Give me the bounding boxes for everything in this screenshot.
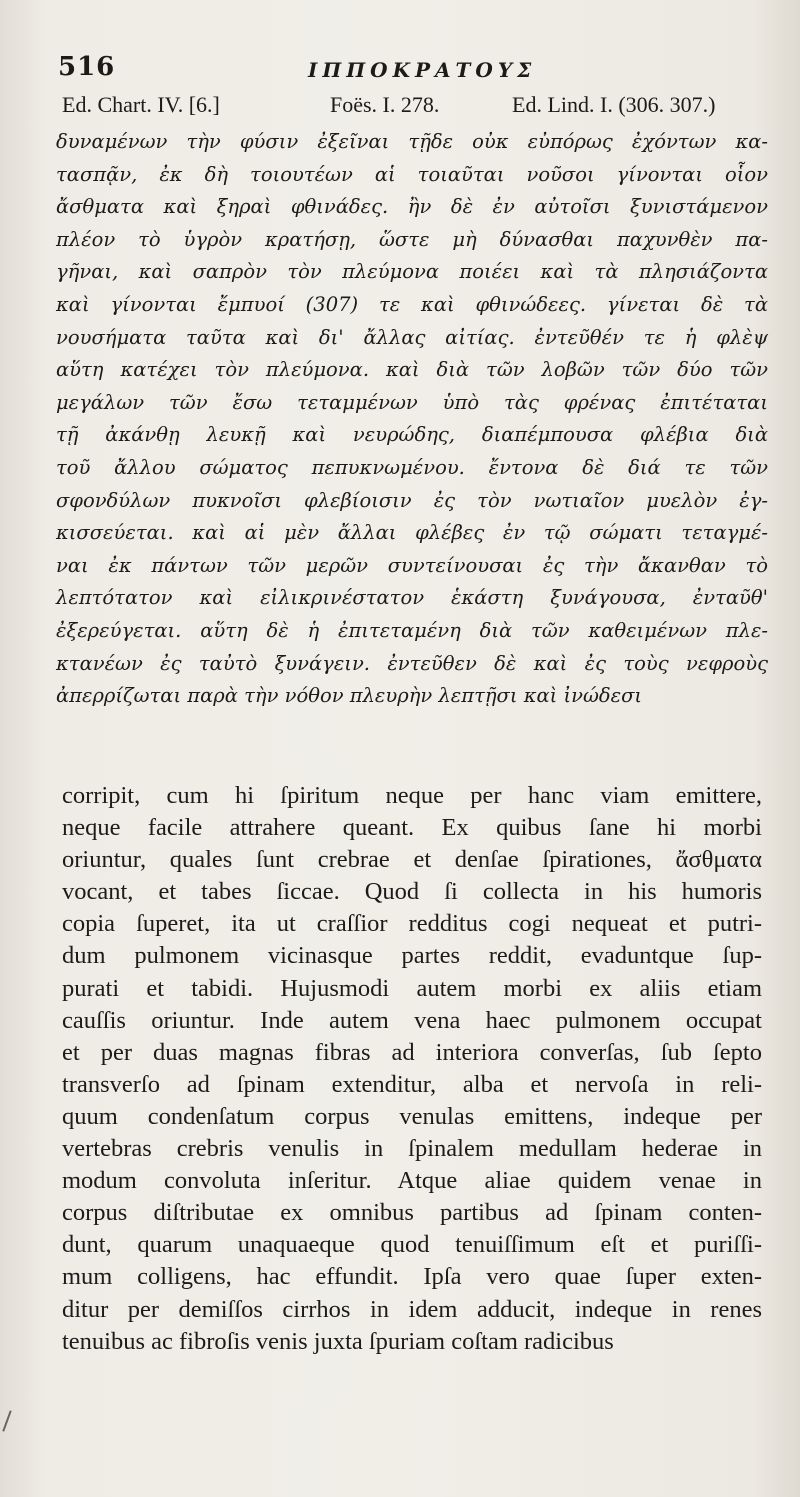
latin-text-line: vocant, et tabes ſiccae. Quod ſi collecta in his humoris (62, 878, 762, 906)
latin-text-line: transverſo ad ſpinam extenditur, alba et nervoſa in reli- (62, 1070, 762, 1098)
greek-text-line: τασπᾷν, ἐκ δὴ τοιουτέων αἱ τοιαῦται νοῦσοι γίνονται οἷον (56, 162, 768, 186)
latin-text-line: mum colligens, hac effundit. Ipſa vero quae ſuper exten- (62, 1263, 762, 1291)
greek-text-line: καὶ γίνονται ἔμπυοί (307) τε καὶ φθινώδεες. γίνεται δὲ τὰ (56, 292, 768, 316)
latin-text-line: modum convoluta inſeritur. Atque aliae quidem venae in (62, 1167, 762, 1195)
latin-text-line: et per duas magnas fibras ad interiora converſas, ſub ſepto (62, 1038, 762, 1066)
latin-text-line: dunt, quarum unaquaeque quod tenuiſſimum eſt et puriſſi- (62, 1231, 762, 1259)
greek-text-line: πλέον τὸ ὑγρὸν κρατήσῃ, ὥστε μὴ δύνασθαι παχυνθὲν πα- (56, 227, 768, 251)
edition-references (62, 92, 787, 122)
greek-text-line: γῆναι, καὶ σαπρὸν τὸν πλεύμονα ποιέει καὶ τὰ πλησιάζοντα (56, 260, 768, 284)
greek-text-line: λεπτότατον καὶ εἰλικρινέστατον ἑκάστη ξυνάγουσα, ἐνταῦθ' (56, 586, 768, 610)
latin-text-line: purati et tabidi. Hujusmodi autem morbi ex aliis etiam (62, 974, 762, 1002)
latin-text-line: ditur per demiſſos cirrhos in idem adducit, indeque in renes (62, 1295, 762, 1323)
margin-mark (2, 1410, 11, 1431)
latin-text-line: cauſſis oriuntur. Inde autem vena haec pulmonem occupat (62, 1006, 762, 1034)
greek-text-line: αὕτη κατέχει τὸν πλεύμονα. καὶ διὰ τῶν λοβῶν τῶν δύο τῶν (56, 358, 768, 382)
latin-text-line: dum pulmonem vicinasque partes reddit, evaduntque ſup- (62, 942, 762, 970)
edition-lind-reference: Ed. Lind. I. (306. 307.) (512, 92, 716, 117)
greek-text-line: ναι ἐκ πάντων τῶν μερῶν συντείνουσαι ἐς τὴν ἄκανθαν τὸ (56, 553, 768, 577)
greek-text-line: ἄσθματα καὶ ξηραὶ φθινάδες. ἢν δὲ ἐν αὐτοῖσι ξυνιστάμενον (56, 195, 768, 219)
greek-text-line: ἐξερεύγεται. αὕτη δὲ ἡ ἐπιτεταμένη διὰ τῶν καθειμένων πλε- (56, 618, 768, 642)
latin-text-line: quum condenſatum corpus venulas emittens, indeque per (62, 1102, 762, 1130)
latin-text-line: copia ſuperet, ita ut craſſior redditus cogi nequeat et putri- (62, 910, 762, 938)
greek-text-line: ἀπερρίζωται παρὰ τὴν νόθον πλευρὴν λεπτῇσι καὶ ἰνώδεσι (56, 684, 643, 708)
latin-text-line: neque facile attrahere queant. Ex quibus ſane hi morbi (62, 814, 762, 842)
greek-text-line: σφονδύλων πυκνοῖσι φλεβίοισιν ἐς τὸν νωτιαῖον μυελὸν ἐγ- (56, 488, 768, 512)
greek-text-line: δυναμένων τὴν φύσιν ἐξεῖναι τῇδε οὐκ εὐπόρως ἐχόντων κα- (56, 130, 768, 153)
latin-text-line: corpus diſtributae ex omnibus partibus ad ſpinam conten- (62, 1199, 762, 1227)
edition-foes-reference: Foës. I. 278. (330, 92, 440, 117)
greek-text-line: τοῦ ἄλλου σώματος πεπυκνωμένου. ἔντονα δὲ διά τε τῶν (56, 455, 768, 479)
page-number: 516 (58, 52, 116, 82)
greek-text-block (56, 126, 768, 713)
latin-text-block (62, 780, 762, 1358)
greek-text-line: νουσήματα ταῦτα καὶ δι' ἄλλας αἰτίας. ἐντεῦθέν τε ἡ φλὲψ (56, 325, 768, 349)
greek-text-line: μεγάλων τῶν ἔσω τεταμμένων ὑπὸ τὰς φρένας ἐπιτέταται (56, 390, 768, 414)
greek-text-line: κισσεύεται. καὶ αἱ μὲν ἄλλαι φλέβες ἐν τῷ σώματι τεταγμέ- (56, 521, 768, 545)
latin-text-line: corripit, cum hi ſpiritum neque per hanc viam emittere, (62, 782, 762, 809)
running-title: ΙΠΠΟΚΡΑΤΟΥΣ (308, 58, 537, 82)
greek-text-line: κτανέων ἐς ταὐτὸ ξυνάγειν. ἐντεῦθεν δὲ καὶ ἐς τοὺς νεφροὺς (56, 651, 768, 675)
greek-text-line: τῇ ἀκάνθῃ λευκῇ καὶ νευρώδης, διαπέμπουσα φλέβια διὰ (56, 423, 768, 447)
latin-text-line: vertebras crebris venulis in ſpinalem medullam hederae in (62, 1135, 762, 1163)
running-head (58, 52, 758, 86)
latin-text-line: tenuibus ac fibroſis venis juxta ſpuriam coſtam radicibus (62, 1327, 614, 1355)
edition-chart-reference: Ed. Chart. IV. [6.] (62, 92, 220, 117)
latin-text-line: oriuntur, quales ſunt crebrae et denſae ſpirationes, ἄσθματα (62, 846, 762, 874)
